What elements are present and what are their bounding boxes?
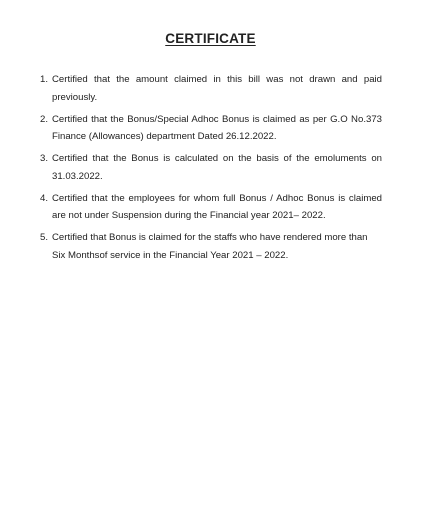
list-item-text: Certified that the Bonus/Special Adhoc Bonus is claimed as per G.O No.373 Finance (Allowances) department Dated 26.12.2022. (52, 113, 382, 143)
list-item-text: Certified that the Bonus is calculated on the basis of the emoluments on 31.03.2022. (52, 153, 382, 182)
list-item (40, 71, 382, 106)
list-item-number: 4. (40, 192, 49, 204)
list-item-number: 1. (40, 74, 49, 85)
list-item-text: Certified that Bonus is claimed for the staffs who have rendered more than Six Monthsof service in the Financial Year 2021 – 2022. (52, 232, 368, 261)
list-item-text: Certified that the amount claimed in this bill was not drawn and paid previously. (52, 74, 382, 103)
list-item (40, 229, 382, 264)
list-item-number: 5. (40, 232, 49, 244)
list-item (40, 190, 382, 225)
certificate-list (40, 71, 382, 269)
list-item-number: 2. (40, 113, 49, 125)
list-item (40, 111, 382, 146)
list-item-text: Certified that the employees for whom full Bonus / Adhoc Bonus is claimed are not under Suspension during the Financial year 2021– 2022. (52, 192, 382, 222)
list-item (40, 150, 382, 185)
page-title: CERTIFICATE (165, 31, 256, 46)
list-item-number: 3. (40, 153, 49, 165)
